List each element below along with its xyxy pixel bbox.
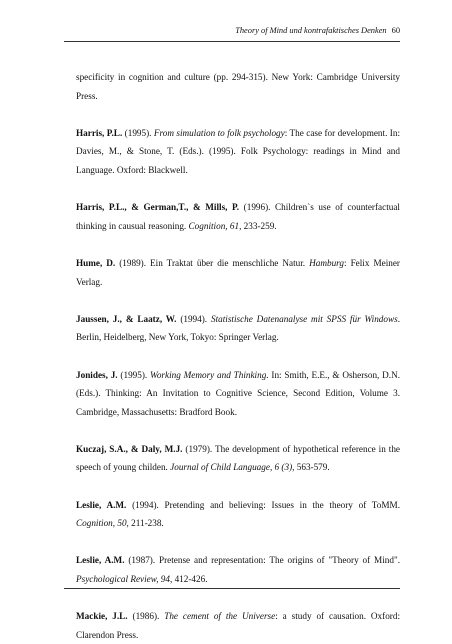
reference-italic-text: Working Memory and Thinking	[150, 369, 267, 380]
reference-entry	[76, 440, 400, 477]
reference-text: . In: Smith, E.E., & Osherson, D.N. (Eds.). Thinking: An Invitation to Cognitive Science, Second Edition, Volume 3. Cambridge, Massachusetts: Bradford Book.	[76, 369, 400, 417]
reference-italic-text: Cognition, 61	[188, 220, 240, 231]
reference-text: , 563-579.	[292, 462, 330, 473]
reference-list	[76, 68, 400, 644]
reference-text: (1979). The development of hypothetical reference in the speech of young childen.	[76, 443, 400, 473]
reference-text: (1995).	[122, 127, 154, 138]
header-rule	[64, 41, 400, 42]
reference-authors: Jonides, J.	[76, 369, 118, 380]
reference-text: (1989). Ein Traktat über die menschliche Natur.	[115, 257, 310, 268]
reference-text: : Felix Meiner Verlag.	[76, 257, 400, 287]
reference-text: (1986).	[127, 611, 165, 622]
reference-authors: Mackie, J.L.	[76, 611, 128, 622]
reference-text: , 412-426.	[169, 574, 208, 585]
reference-entry	[76, 68, 400, 105]
reference-authors: Harris, P.L.	[76, 127, 123, 138]
reference-text: : The case for development. In: Davies, M., & Stone, T. (Eds.). (1995). Folk Psychology: readings in Mind and Language. Oxford: Blackwell.	[76, 127, 401, 175]
reference-text: , 211-238.	[126, 518, 164, 529]
reference-authors: Leslie, A.M.	[76, 499, 127, 510]
reference-entry	[76, 254, 400, 291]
reference-italic-text: Psychological Review, 94	[76, 574, 170, 585]
footer-rule	[64, 588, 400, 589]
reference-entry	[76, 496, 400, 533]
reference-entry	[76, 551, 400, 588]
reference-text: , 233-259.	[239, 220, 277, 231]
running-header	[64, 25, 400, 36]
reference-authors: Kuczaj, S.A., & Daly, M.J.	[76, 443, 183, 454]
reference-authors: Harris, P.L., & German,T., & Mills, P.	[76, 202, 240, 213]
reference-entry	[76, 124, 400, 180]
running-header-title: Theory of Mind und kontrafaktisches Denken	[235, 26, 387, 35]
reference-italic-text: Hamburg	[309, 257, 344, 268]
reference-entry	[76, 310, 400, 347]
reference-entry	[76, 366, 400, 422]
reference-italic-text: From simulation to folk psychology	[153, 127, 285, 138]
reference-text: (1994). Pretending and believing: Issues in the theory of ToMM.	[126, 499, 400, 510]
reference-italic-text: The cement of the Universe	[164, 611, 276, 622]
reference-italic-text: Cognition, 50	[76, 518, 127, 529]
reference-authors: Jaussen, J., & Laatz, W.	[76, 313, 177, 324]
reference-text: (1995).	[117, 369, 151, 380]
reference-text: (1994).	[176, 313, 211, 324]
reference-text: specificity in cognition and culture (pp. 294-315). New York: Cambridge University Press.	[76, 72, 400, 101]
reference-italic-text: Journal of Child Language, 6 (3)	[170, 462, 293, 473]
reference-text: . Berlin, Heidelberg, New York, Tokyo: Springer Verlag.	[76, 313, 400, 343]
reference-text: (1987). Pretense and representation: The origins of "Theory of Mind".	[124, 555, 400, 566]
reference-authors: Hume, D.	[76, 257, 116, 268]
reference-italic-text: Statistische Datenanalyse mit SPSS für Windows	[210, 313, 398, 324]
reference-text: (1996). Children`s use of counterfactual thinking in causual reasoning.	[76, 202, 400, 231]
reference-entry	[76, 198, 400, 235]
reference-authors: Leslie, A.M.	[76, 555, 125, 566]
page-number: 60	[391, 26, 400, 35]
reference-text: : a study of causation. Oxford: Clarendon Press.	[76, 611, 400, 640]
reference-entry	[76, 607, 400, 644]
